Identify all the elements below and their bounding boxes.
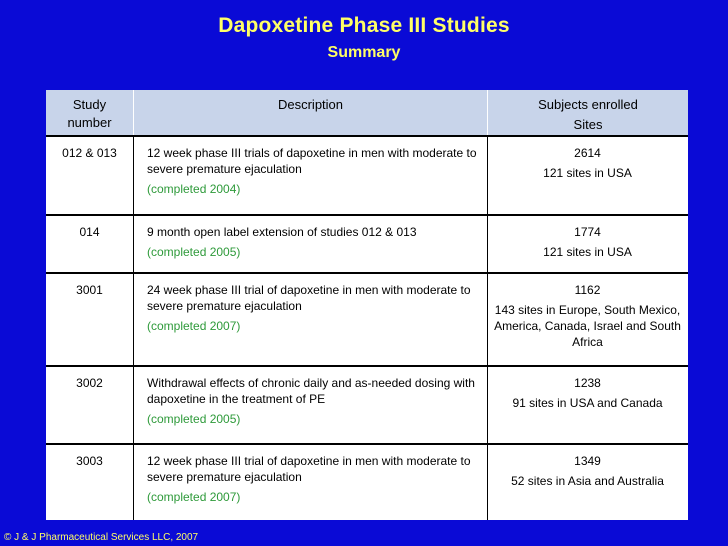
- description-text: Withdrawal effects of chronic daily and as-needed dosing with dapoxetine in the treatment of PE: [147, 376, 475, 406]
- study-status: (completed 2004): [147, 182, 241, 196]
- subjects-count: 1349: [574, 454, 601, 468]
- subjects-count: 1238: [574, 376, 601, 390]
- header-subjects-label: Subjects enrolled: [538, 97, 638, 112]
- study-number: 3003: [76, 454, 103, 468]
- subjects-count: 1162: [574, 283, 601, 297]
- column-divider: [133, 367, 134, 443]
- table-row: [46, 274, 688, 365]
- description-text: 12 week phase III trials of dapoxetine in men with moderate to severe premature ejaculation: [147, 146, 477, 176]
- description-text: 9 month open label extension of studies 012 & 013: [147, 225, 417, 239]
- sites-text: 52 sites in Asia and Australia: [511, 474, 664, 488]
- study-description: [147, 216, 487, 260]
- study-description: [147, 445, 487, 505]
- study-status: (completed 2007): [147, 490, 241, 504]
- table-row: [46, 367, 688, 443]
- header-study-number: [46, 90, 133, 135]
- study-subjects-sites: [487, 137, 688, 181]
- table-row: [46, 216, 688, 272]
- description-text: 24 week phase III trial of dapoxetine in men with moderate to severe premature ejaculation: [147, 283, 471, 313]
- study-number: 3002: [76, 376, 103, 390]
- table-header: [46, 90, 688, 135]
- sites-text: 121 sites in USA: [543, 245, 632, 259]
- table-row: [46, 445, 688, 520]
- header-subjects: [488, 90, 688, 135]
- study-subjects-sites: [487, 274, 688, 350]
- subjects-count: 1774: [574, 225, 601, 239]
- column-divider: [133, 445, 134, 520]
- study-number: 012 & 013: [62, 146, 117, 160]
- header-sites-label: Sites: [573, 117, 603, 132]
- sites-text: 121 sites in USA: [543, 166, 632, 180]
- sites-text: 143 sites in Europe, South Mexico, America, Canada, Israel and South Africa: [494, 303, 681, 349]
- column-divider: [133, 274, 134, 365]
- study-description: [147, 367, 487, 427]
- slide-title: Dapoxetine Phase III Studies: [218, 14, 510, 37]
- description-text: 12 week phase III trial of dapoxetine in men with moderate to severe premature ejaculation: [147, 454, 471, 484]
- study-status: (completed 2005): [147, 412, 241, 426]
- sites-text: 91 sites in USA and Canada: [512, 396, 663, 410]
- header-study-line2: number: [67, 115, 112, 130]
- header-study-line1: Study: [72, 97, 107, 112]
- study-subjects-sites: [487, 445, 688, 489]
- study-number: 014: [79, 225, 100, 239]
- studies-table: [46, 90, 688, 520]
- slide-subtitle: Summary: [327, 44, 401, 61]
- table-row: [46, 137, 688, 214]
- study-number: 3001: [76, 283, 103, 297]
- subjects-count: 2614: [574, 146, 601, 160]
- study-status: (completed 2005): [147, 245, 241, 259]
- copyright-footer: © J & J Pharmaceutical Services LLC, 2007: [4, 532, 199, 543]
- study-subjects-sites: [487, 216, 688, 260]
- header-description: Description: [277, 97, 344, 112]
- column-divider: [133, 137, 134, 214]
- study-description: [147, 274, 487, 334]
- study-description: [147, 137, 487, 197]
- study-subjects-sites: [487, 367, 688, 411]
- column-divider: [133, 216, 134, 272]
- study-status: (completed 2007): [147, 319, 241, 333]
